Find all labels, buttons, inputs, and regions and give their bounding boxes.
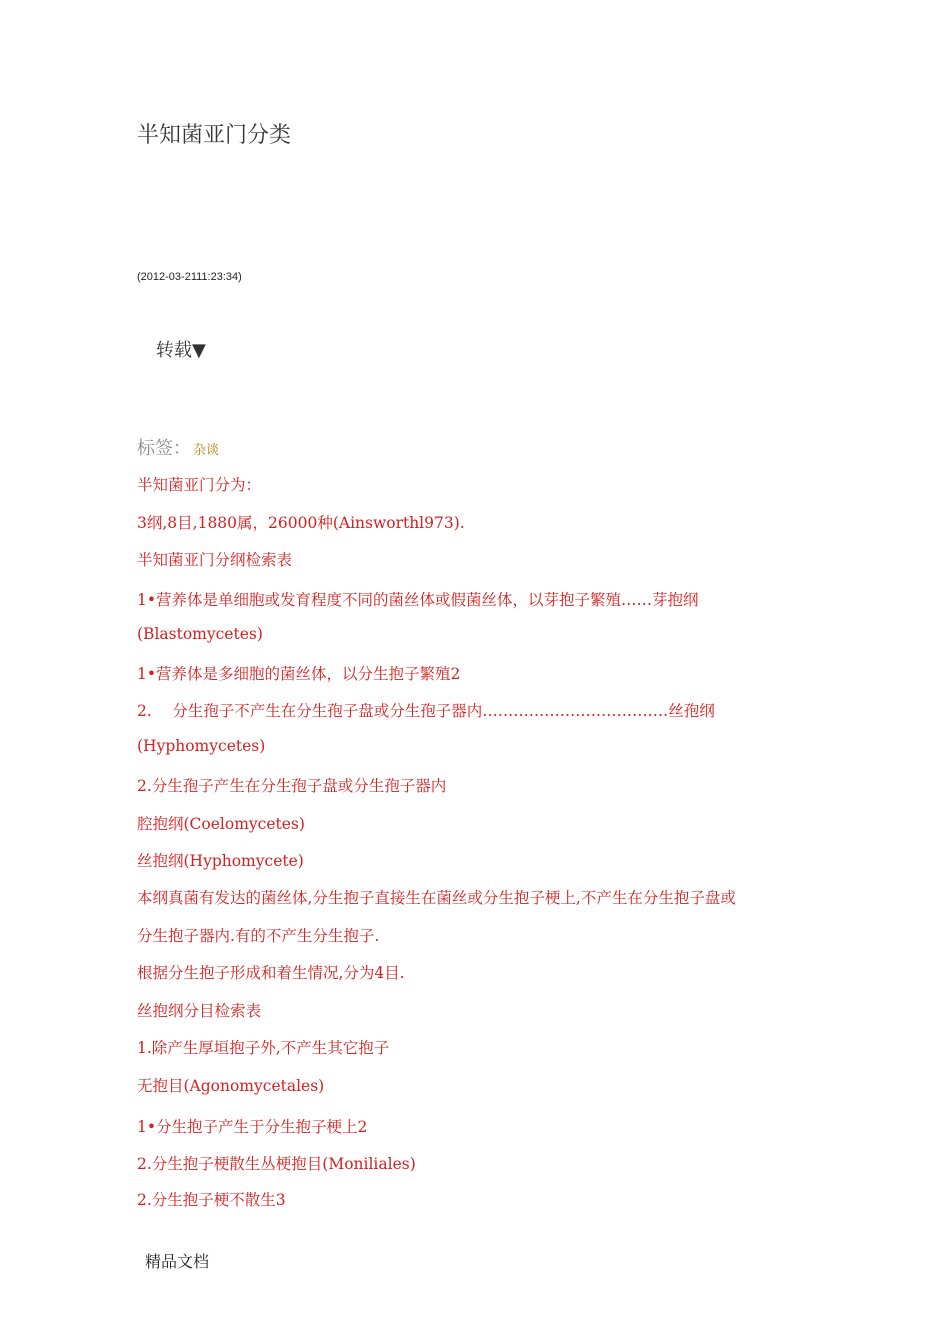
page-title: 半知菌亚门分类 [137,123,292,148]
text-line: 丝抱纲(Hyphomycete) [137,852,304,870]
timestamp: (2012-03-2111:23:34) [137,271,242,283]
text-line: 分生抱子器内.有的不产生分生抱子. [137,927,380,945]
text-line: 2.分生抱子梗散生丛梗抱目(Moniliales) [137,1155,416,1173]
text-line: 半知菌亚门分纲检索表 [137,551,293,569]
text-line: 半知菌亚门分为： [137,476,262,494]
repost-button[interactable]: 转载▼ [156,340,206,361]
footer-watermark: 精品文档 [145,1252,210,1271]
text-line: 丝抱纲分目检索表 [137,1002,262,1020]
text-line: 1•分生抱子产生于分生抱子梗上2 [137,1118,368,1136]
text-line: 本纲真菌有发达的菌丝体,分生抱子直接生在菌丝或分生抱子梗上,不产生在分生抱子盘或 [137,889,736,907]
tag-link[interactable]: 杂谈 [193,443,220,458]
text-line: 腔抱纲(Coelomycetes) [137,815,305,833]
tags-label: 标签： [137,438,191,459]
text-line: 2. 分生孢子不产生在分生孢子盘或分生孢子器内………………………………丝孢纲 [137,702,715,720]
text-line: 1.除产生厚垣抱子外,不产生其它抱子 [137,1039,390,1057]
text-line: 2.分生抱子梗不散生3 [137,1191,286,1209]
text-line: 3纲,8目,1880属，26000种(Ainsworthl973). [137,514,465,532]
text-line: 无抱目(Agonomycetales) [137,1077,325,1095]
text-line: (Blastomycetes) [137,625,263,643]
text-line: 1•营养体是多细胞的菌丝体，以分生抱子繁殖2 [137,665,461,683]
text-line: 2.分生孢子产生在分生孢子盘或分生孢子器内 [137,777,447,795]
text-line: 根据分生抱子形成和着生情况,分为4目. [137,964,405,982]
text-line: 1•营养体是单细胞或发育程度不同的菌丝体或假菌丝体，以芽抱子繁殖……芽抱纲 [137,591,699,609]
text-line: (Hyphomycetes) [137,737,266,755]
tags-row [137,434,219,460]
